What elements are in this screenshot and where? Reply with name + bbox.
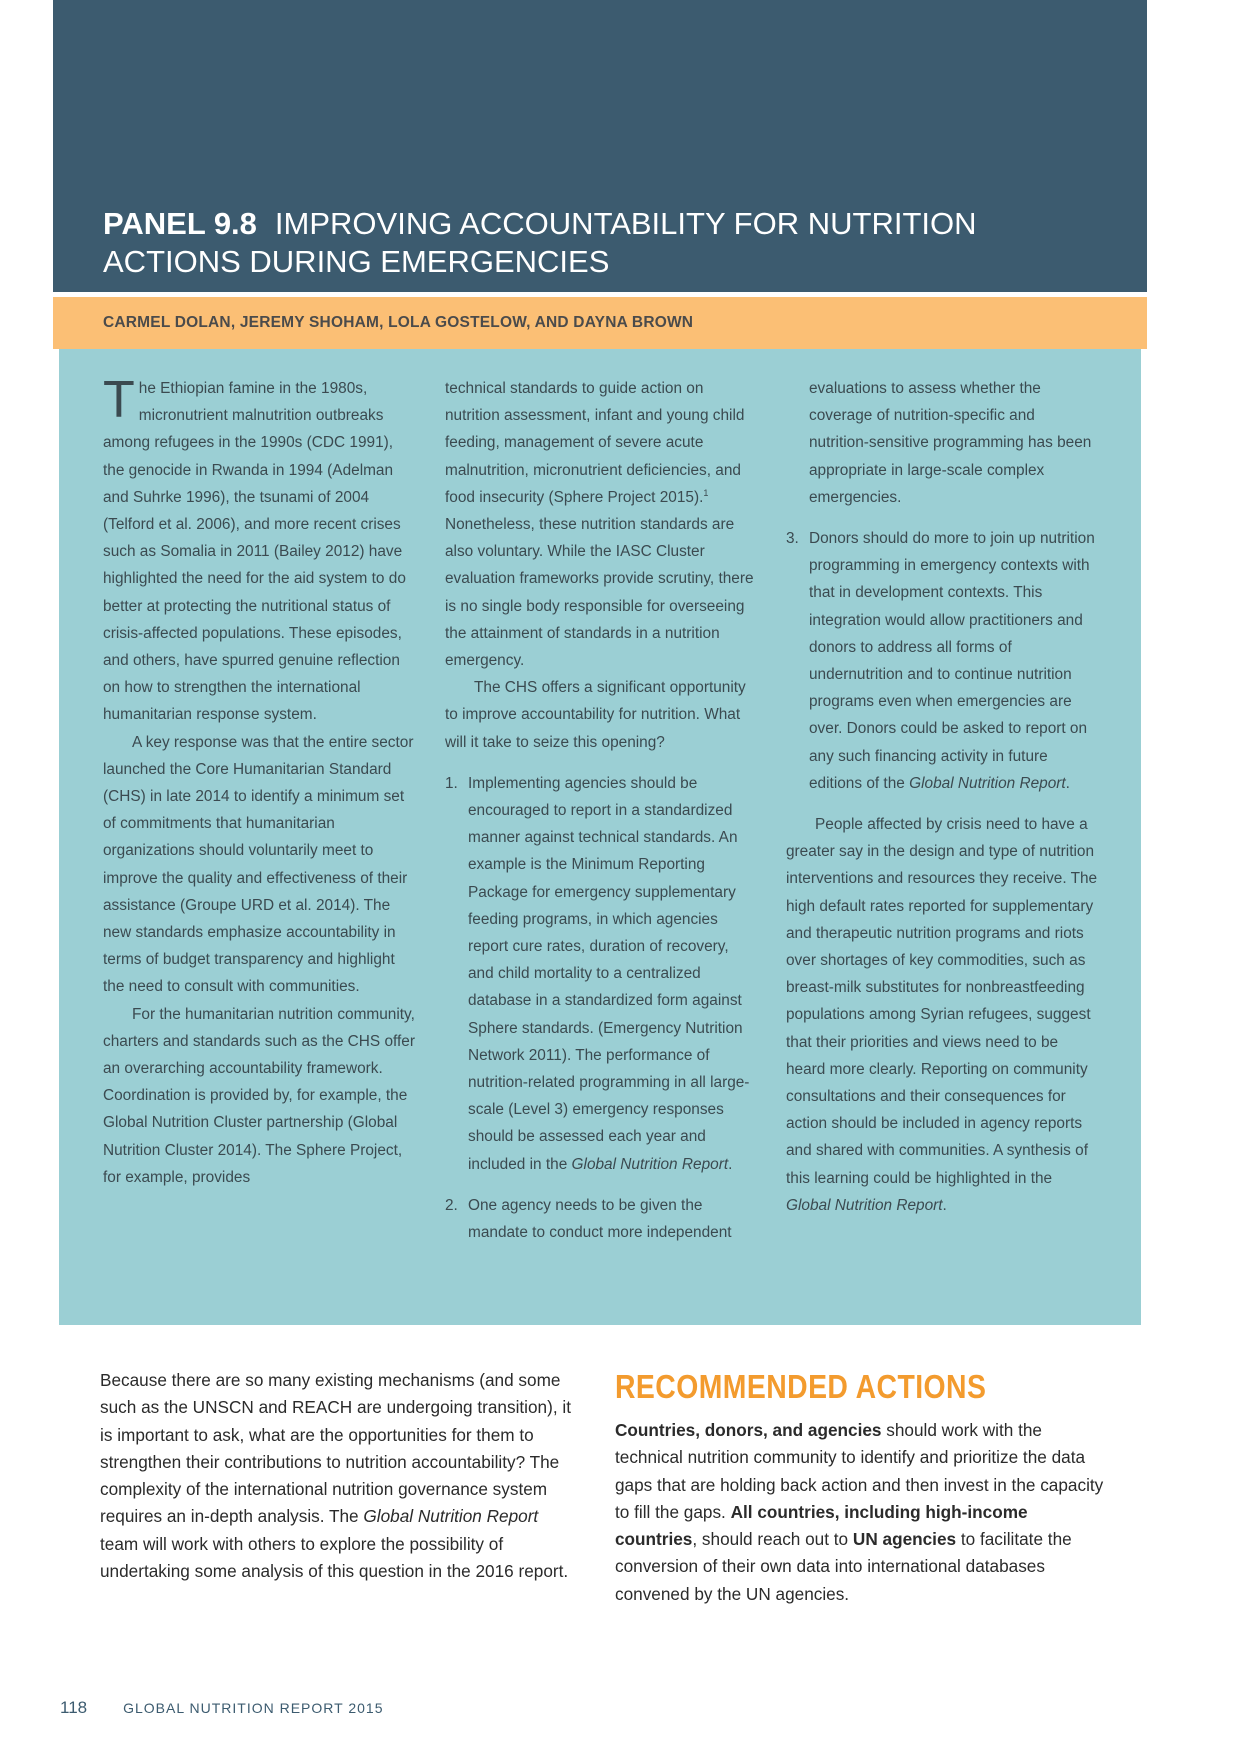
paragraph: The CHS offers a significant opportunity to improve accountability for nutrition. What will it take to seize this opening? [445,679,746,751]
panel-header [53,0,1147,292]
paragraph: A key response was that the entire sector launched the Core Humanitarian Standard (CHS) in late 2014 to identify a minimum set of commitments that humanitarian organizations should voluntarily meet to improve the quality and effectiveness of their assistance (Groupe URD et al. 2014). The new standards emphasize accountability in terms of budget transparency and highlight the need to consult with communities. [103,733,414,996]
panel-label: PANEL 9.8 [103,206,257,241]
paragraph: Countries, donors, and agencies should work with the technical nutrition community to identify and prioritize the data gaps that are holding back action and then invest in the capacity to fill the gaps. All countries, including high-income countries, should reach out to UN agencies to facilitate the conversion of their own data into international databases convened by the UN agencies. [615,1420,1104,1604]
body-text-left [100,1367,580,1585]
panel-title [103,205,1103,281]
list-item: 1. Implementing agencies should be encouraged to report in a standardized manner against technical standards. An example is the Minimum Reporting Package for emergency supplementary feeding programs, in which agencies report cure rates, duration of recovery, and child mortality to a centralized database in a standardized form against Sphere standards. (Emergency Nutrition Network 2011). The performance of nutrition-related programming in all large-scale (Level 3) emergency responses should be assessed each year and included in the Global Nutrition Report. [445,774,750,1173]
authors-text: CARMEL DOLAN, JEREMY SHOHAM, LOLA GOSTELOW, AND DAYNA BROWN [103,314,694,331]
panel-column-1 [103,371,415,1191]
running-title: GLOBAL NUTRITION REPORT 2015 [123,1700,384,1716]
list-item: 2. One agency needs to be given the mandate to conduct more independent [445,1196,732,1242]
paragraph: The Ethiopian famine in the 1980s, micronutrient malnutrition outbreaks among refugees in the 1990s (CDC 1991), the genocide in Rwanda in 1994 (Adelman and Suhrke 1996), the tsunami of 2004 (Telford et al. 2006), and more recent crises such as Somalia in 2011 (Bailey 2012) have highlighted the need for the aid system to do better at protecting the nutritional status of crisis-affected populations. These episodes, and others, have spurred genuine reflection on how to strengthen the international humanitarian response system. [103,371,406,724]
panel-column-2 [445,375,757,1246]
page-number: 118 [60,1698,88,1717]
page-footer [60,1698,383,1718]
paragraph: People affected by crisis need to have a greater say in the design and type of nutrition interventions and resources they receive. The high default rates reported for supplementary and therapeutic nutrition programs and riots over shortages of key commodities, such as breast-milk substitutes for nonbreastfeeding populations among Syrian refugees, suggest that their priorities and views need to be heard more clearly. Reporting on community consultations and their consequences for action should be included in agency reports and shared with communities. A synthesis of this learning could be highlighted in the Global Nutrition Report. [786,816,1098,1214]
recommended-actions-heading: RECOMMENDED ACTIONS [615,1368,987,1405]
drop-cap: T [103,371,135,429]
recommended-actions-body [615,1417,1105,1608]
panel-column-3 [786,375,1098,1219]
paragraph: Because there are so many existing mechanisms (and some such as the UNSCN and REACH are undergoing transition), it is important to ask, what are the opportunities for them to strengthen their contributions to nutrition accountability? The complexity of the international nutrition governance system requires an in-depth analysis. The Global Nutrition Report team will work with others to explore the possibility of undertaking some analysis of this question in the 2016 report. [100,1370,571,1582]
paragraph: technical standards to guide action on nutrition assessment, infant and young child feeding, management of severe acute malnutrition, micronutrient deficiencies, and food insecurity (Sphere Project 2015).$^1$ Nonetheless, these nutrition standards are also voluntary. While the IASC Cluster evaluation frameworks provide scrutiny, there is no single body responsible for overseeing the attainment of standards in a nutrition emergency. [445,380,754,670]
authors-bar [53,297,1147,349]
footnote-ref: 1 [703,487,709,498]
list-item-continuation: evaluations to assess whether the coverage of nutrition-specific and nutrition-sensitive programming has been appropriate in large-scale complex emergencies. [809,380,1092,506]
panel-title-text: IMPROVING ACCOUNTABILITY FOR NUTRITION ACTIONS DURING EMERGENCIES [103,206,977,279]
list-item: 3. Donors should do more to join up nutrition programming in emergency contexts with that in development contexts. This integration would allow practitioners and donors to address all forms of undernutrition and to continue nutrition programs even when emergencies are over. Donors could be asked to report on any such financing activity in future editions of the Global Nutrition Report. [786,530,1095,792]
paragraph: For the humanitarian nutrition community, charters and standards such as the CHS offer an overarching accountability framework. Coordination is provided by, for example, the Global Nutrition Cluster partnership (Global Nutrition Cluster 2014). The Sphere Project, for example, provides [103,1005,415,1186]
panel-box [59,349,1141,1325]
